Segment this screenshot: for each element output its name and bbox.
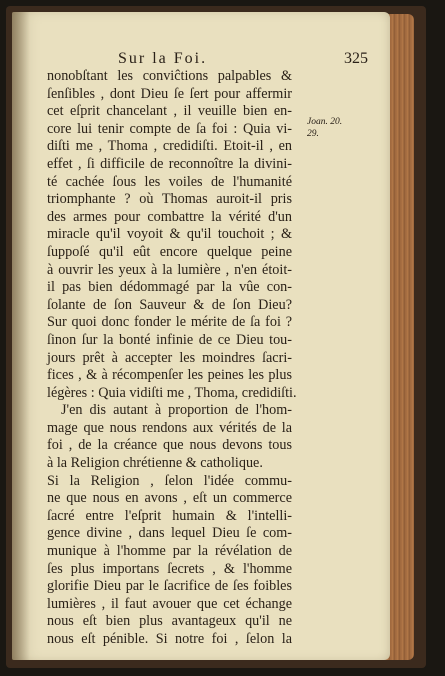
running-header [118,50,368,70]
text-line: il pas bien dédommagé par la vûe con- [47,279,292,296]
text-line: Si la Religion , ſelon l'idée commu- [47,472,292,489]
body-text [47,68,297,649]
text-line: lumières , il faut avouer que cet échange [47,595,292,612]
text-line: ſolante de ſon Sauveur & de ſon Dieu? [47,296,292,313]
text-line: à la Religion chrétienne & catholique. [47,455,263,472]
text-line: munique à l'homme par la révélation de [47,543,292,560]
text-line: des armes pour combattre la vérité d'un [47,208,292,225]
text-line: glorifie Dieu par le ſacrifice de ſes foibles [47,578,292,595]
text-line: effet , ſi difficile de reconnoître la divini- [47,155,292,172]
text-line: gence divine , dans lequel Dieu ſe com- [47,525,292,542]
text-line: Sur quoi donc fonder le mérite de ſa foi ? [47,314,292,331]
text-line: triomphante ? où Thomas auroit-il pris [47,191,292,208]
page-gutter [12,12,30,660]
running-title: Sur la Foi. [118,50,208,67]
margin-reference [307,116,373,140]
text-line: nous eſt bien plus avantageux qu'il ne [47,613,292,630]
text-line: nous eſt pénible. Si notre foi , ſelon la [47,631,292,647]
text-line: ſes plus importans ſecrets , & l'homme [47,560,292,577]
text-line: core lui tenir compte de ſa foi : Quia vi- [47,120,292,137]
text-line: légères : Quia vidiſti me , Thoma, credidiſti. [47,384,297,401]
text-line: ſenſibles , dont Dieu ſe ſert pour affermir [47,85,292,102]
text-line: ne que nous en avons , eſt un commerce [47,490,292,507]
text-line: ſinon ſur la bonté infinie de ce Dieu tou- [47,331,292,348]
text-line: J'en dis autant à proportion de l'hom- [61,402,292,419]
text-line: ſacré entre l'eſprit humain & l'intelli- [47,507,292,524]
text-line: cet eſprit chancelant , il veuille bien en- [47,103,292,120]
text-line: mage que nous rendons aux vérités de la [47,419,292,436]
text-line: ſuppoſé qu'il eût encore quelque peine [47,243,292,260]
text-line: nonobſtant les conviĉtions palpables & [47,68,292,84]
text-line: diſti me , Thoma , credidiſti. Etoit-il , en [47,138,292,155]
text-line: foi , de la créance que nous devons tous [47,437,292,454]
margin-reference-line: Joan. 20. [307,117,343,127]
text-line: à ouvrir les yeux à la lumière , n'en étoit- [47,261,292,278]
margin-reference-line: 29. [307,129,319,139]
text-line: té cachée ſous les voiles de l'humanité [47,173,292,190]
text-line: miracle qu'il voyoit & qu'il touchoit ; & [47,226,292,243]
text-line: jours prêt à accepter les moindres ſacri- [47,349,292,366]
text-line: fices , & à récompenſer les peines les plus [47,367,292,384]
page-number: 325 [344,50,368,67]
